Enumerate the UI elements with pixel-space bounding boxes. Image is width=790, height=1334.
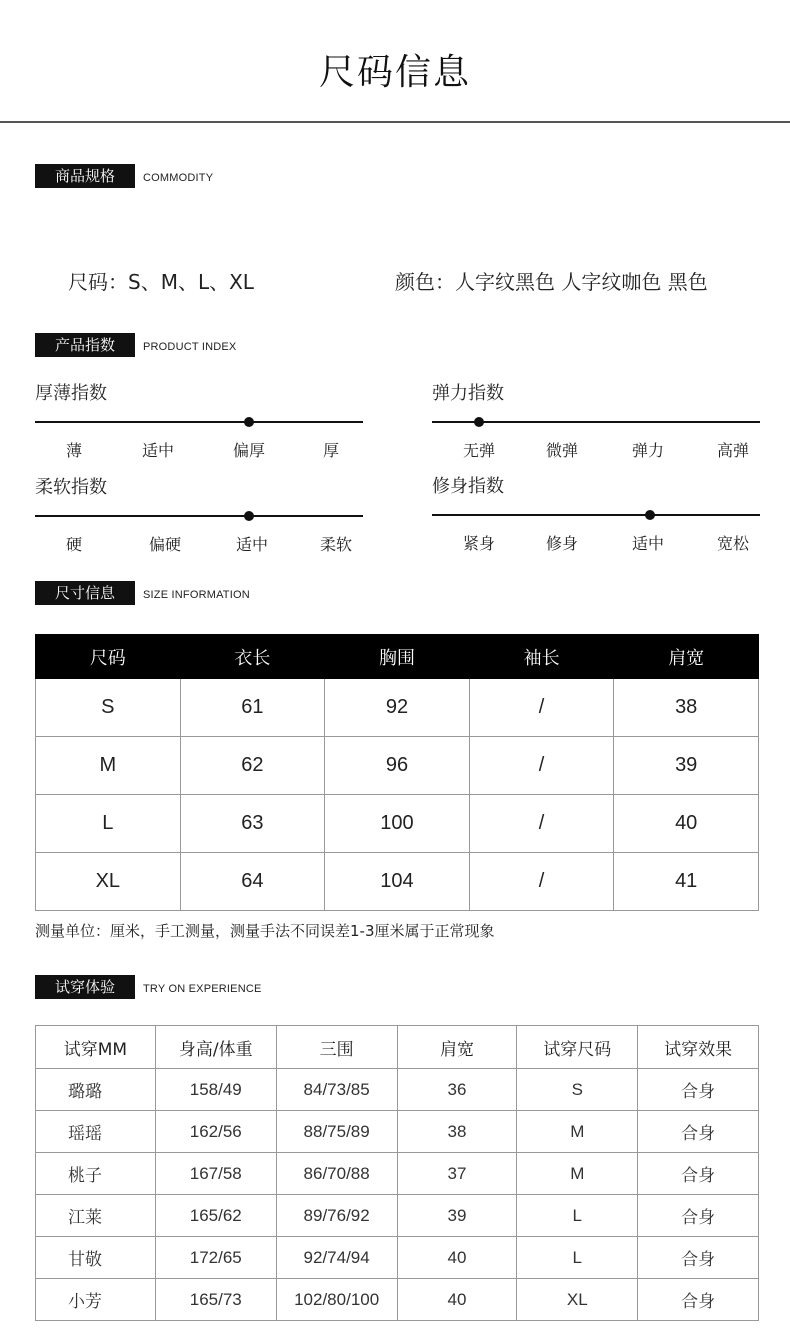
index-marker xyxy=(244,417,254,427)
table-cell: 167/58 xyxy=(155,1153,276,1195)
section-tag: 商品规格 xyxy=(35,164,135,188)
table-row xyxy=(36,1069,759,1111)
table-cell: 璐璐 xyxy=(36,1069,156,1111)
index-title: 弹力指数 xyxy=(432,383,504,404)
table-header-cell: 试穿效果 xyxy=(638,1026,759,1069)
table-cell: 63 xyxy=(180,795,325,853)
table-cell: 102/80/100 xyxy=(276,1279,397,1321)
table-cell: 合身 xyxy=(638,1279,759,1321)
table-row xyxy=(36,1153,759,1195)
index-track xyxy=(35,515,363,517)
index-track xyxy=(432,514,760,516)
spec-colors: 颜色：人字纹黑色 人字纹咖色 黑色 xyxy=(395,270,708,294)
table-cell: / xyxy=(469,737,614,795)
title-divider xyxy=(0,121,790,123)
table-header-cell: 肩宽 xyxy=(614,635,759,679)
table-cell: L xyxy=(517,1237,638,1279)
table-cell: 88/75/89 xyxy=(276,1111,397,1153)
table-header-cell: 身高/体重 xyxy=(155,1026,276,1069)
section-header-try-on xyxy=(35,975,262,999)
section-header-commodity xyxy=(35,164,213,188)
index-label: 偏厚 xyxy=(232,441,266,460)
table-cell: S xyxy=(517,1069,638,1111)
table-cell: 158/49 xyxy=(155,1069,276,1111)
table-cell: 40 xyxy=(614,795,759,853)
table-cell: L xyxy=(517,1195,638,1237)
section-tag: 试穿体验 xyxy=(35,975,135,999)
table-header-cell: 肩宽 xyxy=(397,1026,517,1069)
index-title: 柔软指数 xyxy=(35,477,107,498)
table-cell: 165/73 xyxy=(155,1279,276,1321)
section-subtitle: SIZE INFORMATION xyxy=(143,589,250,601)
table-cell: 合身 xyxy=(638,1153,759,1195)
table-cell: 40 xyxy=(397,1237,517,1279)
table-cell: 合身 xyxy=(638,1195,759,1237)
table-cell: 36 xyxy=(397,1069,517,1111)
index-elasticity xyxy=(432,381,762,460)
table-cell: 104 xyxy=(325,853,470,911)
table-header-row xyxy=(36,1026,759,1069)
section-tag: 产品指数 xyxy=(35,333,135,357)
table-header-cell: 衣长 xyxy=(180,635,325,679)
table-row xyxy=(36,1237,759,1279)
table-header-cell: 尺码 xyxy=(36,635,181,679)
table-cell: 甘敬 xyxy=(36,1237,156,1279)
size-table xyxy=(35,634,759,911)
index-marker xyxy=(474,417,484,427)
table-cell: 86/70/88 xyxy=(276,1153,397,1195)
section-header-size-info xyxy=(35,581,250,605)
table-cell: 37 xyxy=(397,1153,517,1195)
table-cell: / xyxy=(469,795,614,853)
table-cell: 桃子 xyxy=(36,1153,156,1195)
table-header-cell: 胸围 xyxy=(325,635,470,679)
index-label: 修身 xyxy=(545,534,579,553)
index-label: 柔软 xyxy=(319,535,353,554)
table-cell: 61 xyxy=(180,679,325,737)
index-thickness xyxy=(35,381,365,460)
table-cell: 89/76/92 xyxy=(276,1195,397,1237)
table-cell: 84/73/85 xyxy=(276,1069,397,1111)
table-header-cell: 三围 xyxy=(276,1026,397,1069)
table-cell: / xyxy=(469,853,614,911)
table-cell: 96 xyxy=(325,737,470,795)
index-label: 无弹 xyxy=(462,441,496,460)
table-cell: 40 xyxy=(397,1279,517,1321)
table-cell: 41 xyxy=(614,853,759,911)
measurement-note: 测量单位：厘米，手工测量，测量手法不同误差1-3厘米属于正常现象 xyxy=(35,922,495,940)
table-cell: 62 xyxy=(180,737,325,795)
section-header-product-index xyxy=(35,333,236,357)
index-label: 弹力 xyxy=(631,441,665,460)
table-cell: M xyxy=(517,1153,638,1195)
section-subtitle: TRY ON EXPERIENCE xyxy=(143,983,262,995)
try-on-table xyxy=(35,1025,759,1321)
table-row xyxy=(36,795,759,853)
table-row xyxy=(36,1111,759,1153)
table-cell: 38 xyxy=(614,679,759,737)
index-label: 紧身 xyxy=(462,534,496,553)
table-cell: 小芳 xyxy=(36,1279,156,1321)
index-track xyxy=(35,421,363,423)
index-marker xyxy=(244,511,254,521)
index-fit xyxy=(432,474,762,553)
table-cell: 江莱 xyxy=(36,1195,156,1237)
table-cell: 39 xyxy=(614,737,759,795)
spec-sizes: 尺码：S、M、L、XL xyxy=(68,270,254,294)
table-cell: M xyxy=(36,737,181,795)
index-label: 适中 xyxy=(235,535,269,554)
table-cell: 100 xyxy=(325,795,470,853)
index-title: 修身指数 xyxy=(432,476,504,497)
index-label: 宽松 xyxy=(716,534,750,553)
section-tag: 尺寸信息 xyxy=(35,581,135,605)
index-label: 适中 xyxy=(631,534,665,553)
table-cell: 瑶瑶 xyxy=(36,1111,156,1153)
table-cell: M xyxy=(517,1111,638,1153)
table-cell: 165/62 xyxy=(155,1195,276,1237)
index-title: 厚薄指数 xyxy=(35,383,107,404)
index-label: 微弹 xyxy=(545,441,579,460)
table-row xyxy=(36,737,759,795)
index-label: 高弹 xyxy=(716,441,750,460)
table-row xyxy=(36,1195,759,1237)
page-title: 尺码信息 xyxy=(318,52,471,93)
table-cell: 172/65 xyxy=(155,1237,276,1279)
section-subtitle: COMMODITY xyxy=(143,172,214,184)
index-softness xyxy=(35,475,365,554)
table-cell: 162/56 xyxy=(155,1111,276,1153)
table-header-row xyxy=(36,635,759,679)
table-cell: 38 xyxy=(397,1111,517,1153)
table-cell: 92/74/94 xyxy=(276,1237,397,1279)
table-cell: 合身 xyxy=(638,1111,759,1153)
table-header-cell: 试穿MM xyxy=(36,1026,156,1069)
index-label: 偏硬 xyxy=(148,535,182,554)
table-header-cell: 袖长 xyxy=(469,635,614,679)
table-row xyxy=(36,679,759,737)
table-cell: S xyxy=(36,679,181,737)
index-label: 适中 xyxy=(141,441,175,460)
table-header-cell: 试穿尺码 xyxy=(517,1026,638,1069)
table-cell: / xyxy=(469,679,614,737)
table-cell: 合身 xyxy=(638,1237,759,1279)
section-subtitle: PRODUCT INDEX xyxy=(143,341,237,353)
index-label: 厚 xyxy=(322,441,340,460)
table-cell: 64 xyxy=(180,853,325,911)
table-row xyxy=(36,1279,759,1321)
index-label: 硬 xyxy=(65,535,83,554)
table-cell: L xyxy=(36,795,181,853)
table-cell: 合身 xyxy=(638,1069,759,1111)
index-marker xyxy=(645,510,655,520)
index-label: 薄 xyxy=(65,441,83,460)
table-cell: XL xyxy=(36,853,181,911)
table-cell: XL xyxy=(517,1279,638,1321)
table-cell: 39 xyxy=(397,1195,517,1237)
table-cell: 92 xyxy=(325,679,470,737)
table-row xyxy=(36,853,759,911)
